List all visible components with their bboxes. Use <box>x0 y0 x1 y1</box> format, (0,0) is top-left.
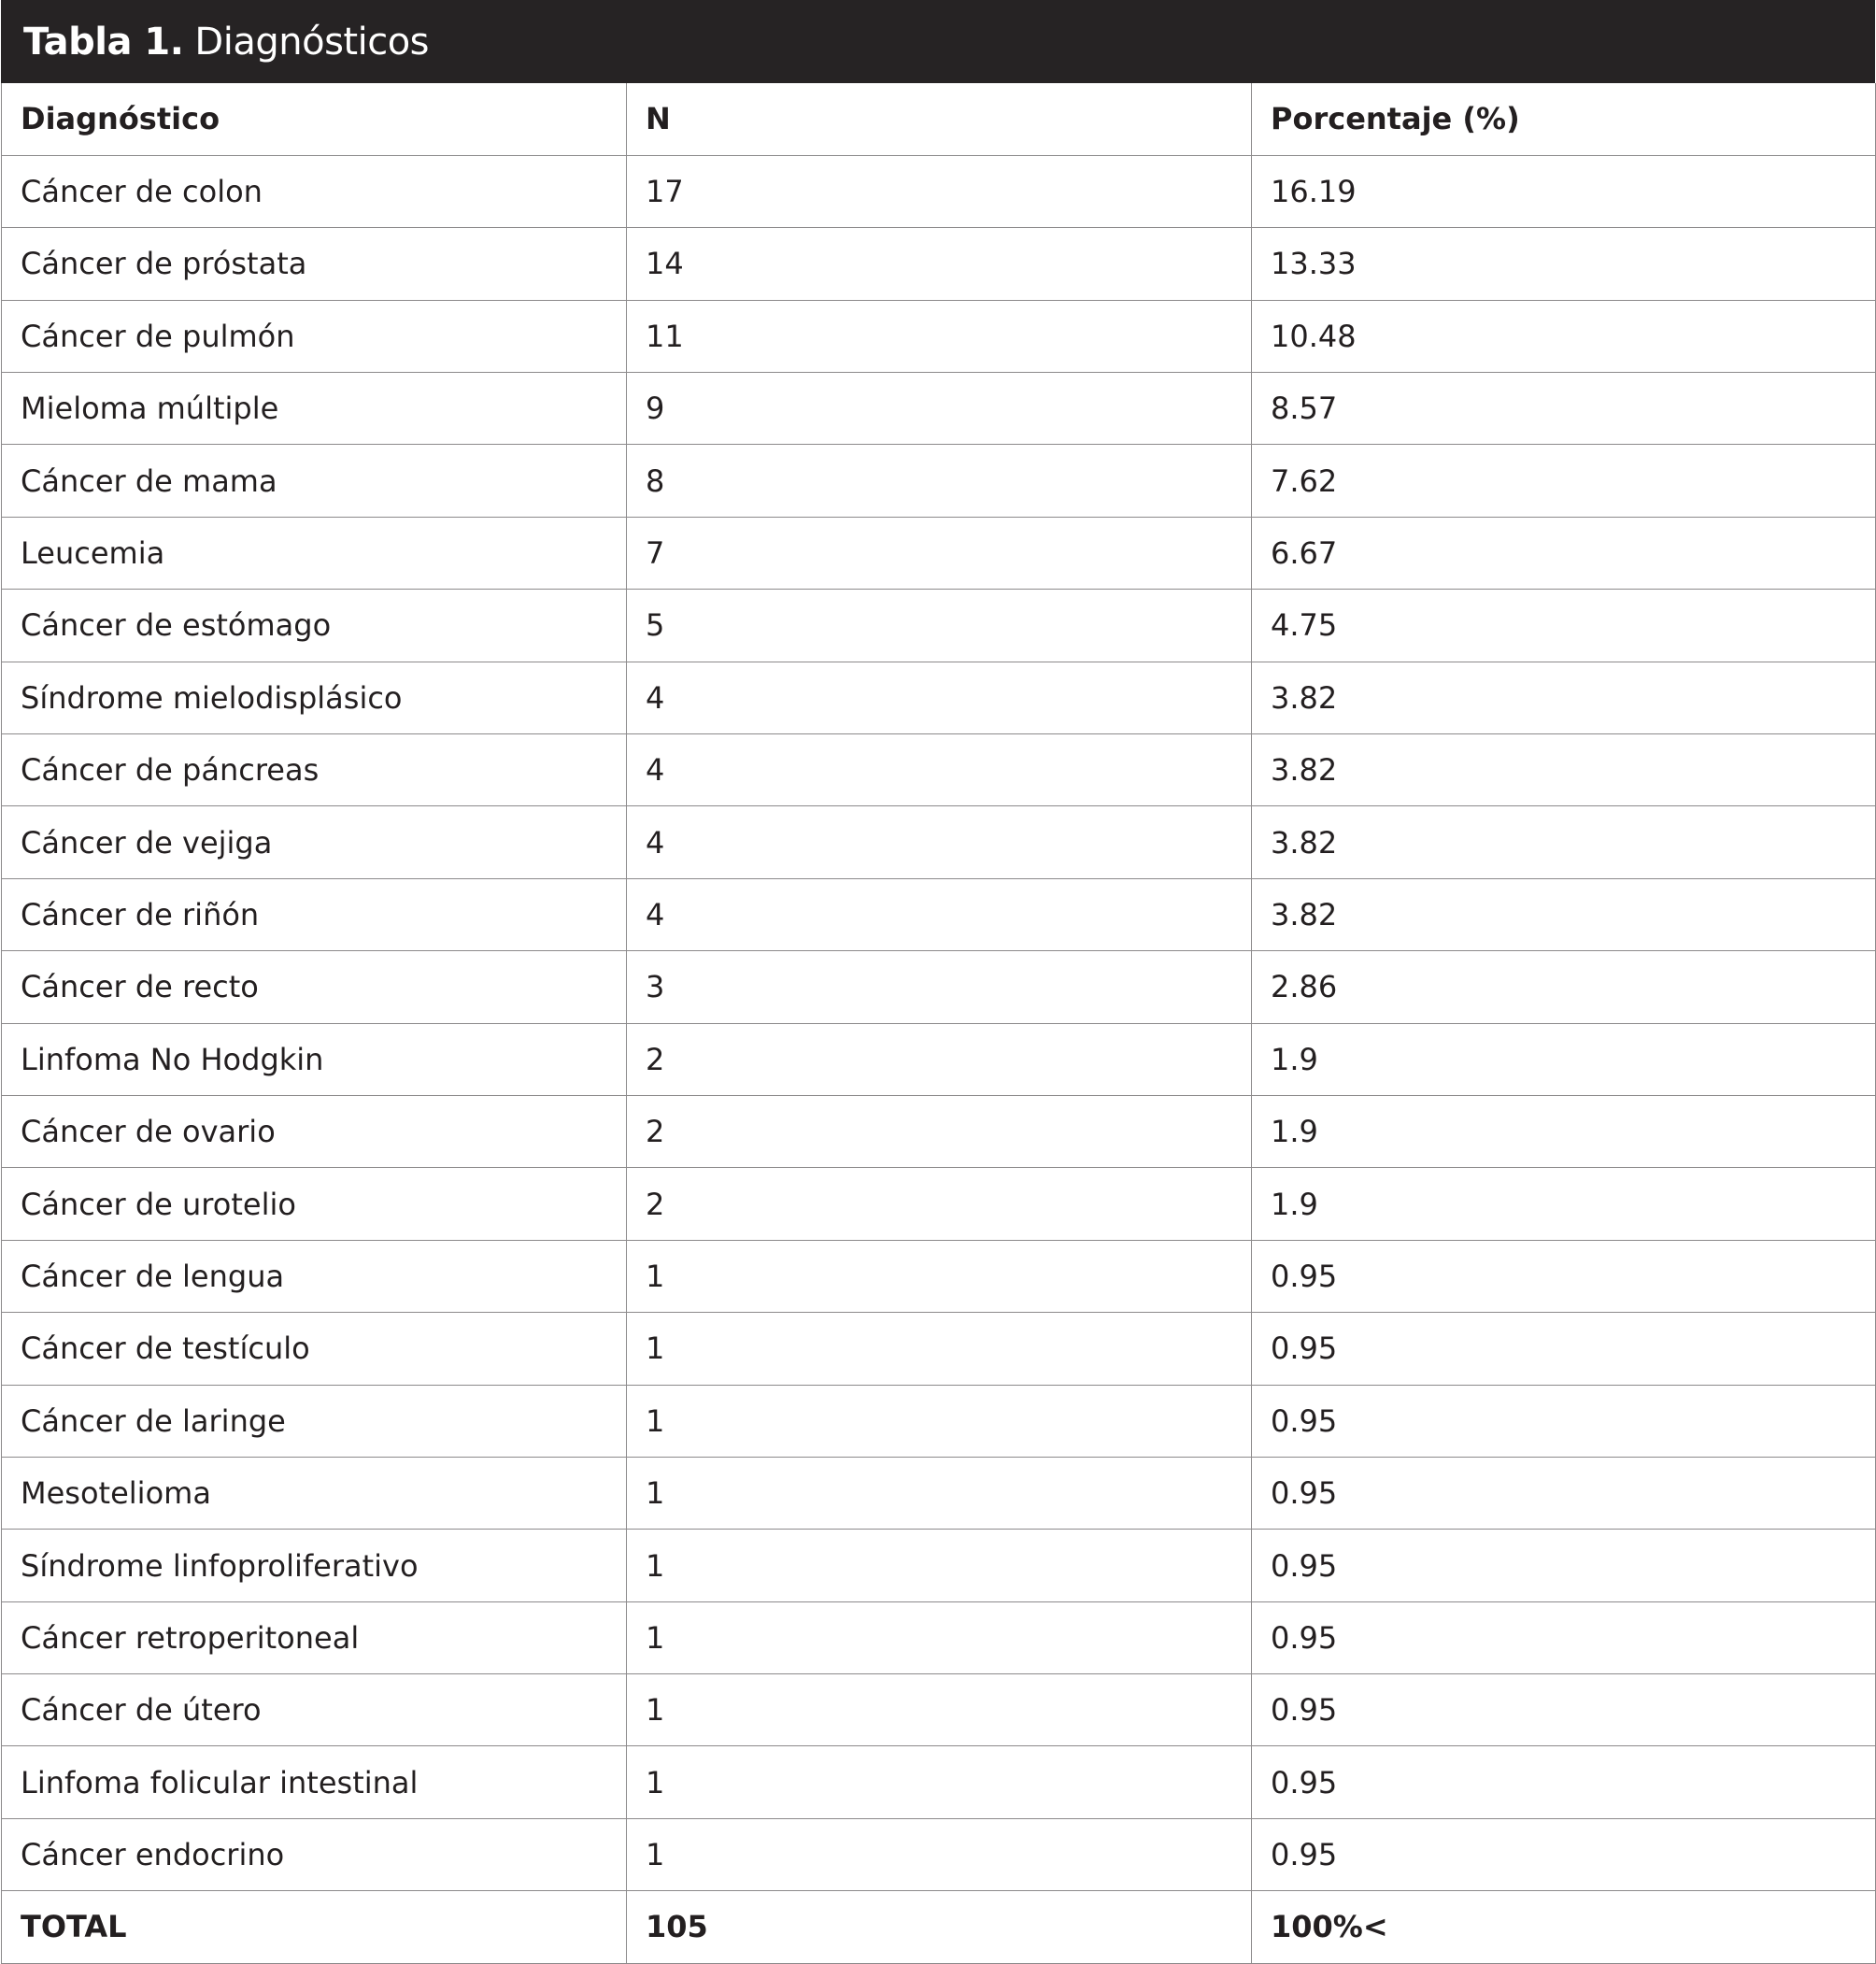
cell-diagnostico: Cáncer de páncreas <box>2 734 627 806</box>
cell-porcentaje: 6.67 <box>1252 517 1876 589</box>
table-row <box>2 806 1876 878</box>
cell-n: 1 <box>627 1385 1252 1457</box>
cell-n: 3 <box>627 951 1252 1023</box>
header-porcentaje: Porcentaje (%) <box>1252 83 1876 155</box>
table-row <box>2 1385 1876 1457</box>
cell-n: 2 <box>627 1168 1252 1240</box>
cell-diagnostico: Cáncer de recto <box>2 951 627 1023</box>
header-diagnostico: Diagnóstico <box>2 83 627 155</box>
cell-n: 17 <box>627 155 1252 227</box>
cell-porcentaje: 16.19 <box>1252 155 1876 227</box>
cell-diagnostico: Cáncer de laringe <box>2 1385 627 1457</box>
table-caption: Diagnósticos <box>194 20 430 64</box>
cell-porcentaje: 0.95 <box>1252 1240 1876 1312</box>
cell-diagnostico: Cáncer de mama <box>2 445 627 517</box>
cell-porcentaje: 0.95 <box>1252 1313 1876 1385</box>
cell-diagnostico: Cáncer de vejiga <box>2 806 627 878</box>
cell-porcentaje: 2.86 <box>1252 951 1876 1023</box>
cell-porcentaje: 13.33 <box>1252 228 1876 300</box>
cell-porcentaje: 1.9 <box>1252 1095 1876 1167</box>
cell-n: 1 <box>627 1674 1252 1746</box>
table-row <box>2 1168 1876 1240</box>
cell-n: 9 <box>627 373 1252 445</box>
table-row <box>2 300 1876 372</box>
cell-porcentaje: 0.95 <box>1252 1674 1876 1746</box>
cell-diagnostico: Cáncer de colon <box>2 155 627 227</box>
cell-porcentaje: 3.82 <box>1252 662 1876 733</box>
table-row <box>2 228 1876 300</box>
cell-n: 4 <box>627 806 1252 878</box>
total-n: 105 <box>627 1891 1252 1963</box>
cell-n: 1 <box>627 1746 1252 1818</box>
cell-porcentaje: 0.95 <box>1252 1385 1876 1457</box>
cell-diagnostico: Cáncer de testículo <box>2 1313 627 1385</box>
cell-porcentaje: 0.95 <box>1252 1530 1876 1601</box>
table-row <box>2 1240 1876 1312</box>
cell-diagnostico: Mieloma múltiple <box>2 373 627 445</box>
diagnosis-table <box>1 0 1875 1964</box>
cell-n: 1 <box>627 1457 1252 1529</box>
table-title-bar <box>1 0 1875 83</box>
table-row <box>2 155 1876 227</box>
cell-porcentaje: 8.57 <box>1252 373 1876 445</box>
cell-n: 14 <box>627 228 1252 300</box>
cell-porcentaje: 10.48 <box>1252 300 1876 372</box>
cell-porcentaje: 1.9 <box>1252 1023 1876 1095</box>
table-row <box>2 590 1876 662</box>
table-row <box>2 517 1876 589</box>
table-row <box>2 1601 1876 1673</box>
table-row <box>2 662 1876 733</box>
table-row <box>2 445 1876 517</box>
table-row <box>2 734 1876 806</box>
cell-diagnostico: Linfoma folicular intestinal <box>2 1746 627 1818</box>
cell-n: 1 <box>627 1601 1252 1673</box>
total-label: TOTAL <box>2 1891 627 1963</box>
table-row <box>2 1530 1876 1601</box>
cell-n: 4 <box>627 878 1252 950</box>
cell-diagnostico: Cáncer retroperitoneal <box>2 1601 627 1673</box>
cell-diagnostico: Mesotelioma <box>2 1457 627 1529</box>
cell-n: 4 <box>627 662 1252 733</box>
header-row <box>2 83 1876 155</box>
cell-porcentaje: 3.82 <box>1252 878 1876 950</box>
table-row <box>2 1457 1876 1529</box>
cell-n: 1 <box>627 1313 1252 1385</box>
total-porcentaje: 100%< <box>1252 1891 1876 1963</box>
cell-porcentaje: 0.95 <box>1252 1746 1876 1818</box>
cell-diagnostico: Cáncer de estómago <box>2 590 627 662</box>
cell-diagnostico: Síndrome mielodisplásico <box>2 662 627 733</box>
table-row <box>2 1313 1876 1385</box>
table-row <box>2 951 1876 1023</box>
cell-diagnostico: Cáncer de pulmón <box>2 300 627 372</box>
data-table <box>1 83 1876 1964</box>
cell-porcentaje: 0.95 <box>1252 1818 1876 1890</box>
cell-n: 2 <box>627 1023 1252 1095</box>
cell-n: 8 <box>627 445 1252 517</box>
table-row <box>2 1095 1876 1167</box>
cell-diagnostico: Síndrome linfoproliferativo <box>2 1530 627 1601</box>
cell-diagnostico: Cáncer de próstata <box>2 228 627 300</box>
cell-porcentaje: 4.75 <box>1252 590 1876 662</box>
header-n: N <box>627 83 1252 155</box>
cell-diagnostico: Cáncer de lengua <box>2 1240 627 1312</box>
cell-diagnostico: Cáncer endocrino <box>2 1818 627 1890</box>
cell-n: 5 <box>627 590 1252 662</box>
cell-n: 7 <box>627 517 1252 589</box>
cell-diagnostico: Cáncer de riñón <box>2 878 627 950</box>
cell-diagnostico: Cáncer de útero <box>2 1674 627 1746</box>
cell-n: 1 <box>627 1818 1252 1890</box>
cell-porcentaje: 7.62 <box>1252 445 1876 517</box>
cell-diagnostico: Leucemia <box>2 517 627 589</box>
cell-diagnostico: Cáncer de ovario <box>2 1095 627 1167</box>
cell-porcentaje: 3.82 <box>1252 806 1876 878</box>
cell-porcentaje: 1.9 <box>1252 1168 1876 1240</box>
table-label: Tabla 1. <box>23 20 184 64</box>
table-row <box>2 373 1876 445</box>
table-row <box>2 1674 1876 1746</box>
cell-n: 1 <box>627 1240 1252 1312</box>
cell-diagnostico: Cáncer de urotelio <box>2 1168 627 1240</box>
table-row <box>2 1023 1876 1095</box>
table-row <box>2 1818 1876 1890</box>
table-row <box>2 1746 1876 1818</box>
cell-porcentaje: 3.82 <box>1252 734 1876 806</box>
cell-porcentaje: 0.95 <box>1252 1601 1876 1673</box>
cell-porcentaje: 0.95 <box>1252 1457 1876 1529</box>
cell-n: 1 <box>627 1530 1252 1601</box>
cell-n: 2 <box>627 1095 1252 1167</box>
cell-n: 4 <box>627 734 1252 806</box>
total-row <box>2 1891 1876 1963</box>
table-row <box>2 878 1876 950</box>
cell-n: 11 <box>627 300 1252 372</box>
table-body <box>2 155 1876 1963</box>
cell-diagnostico: Linfoma No Hodgkin <box>2 1023 627 1095</box>
